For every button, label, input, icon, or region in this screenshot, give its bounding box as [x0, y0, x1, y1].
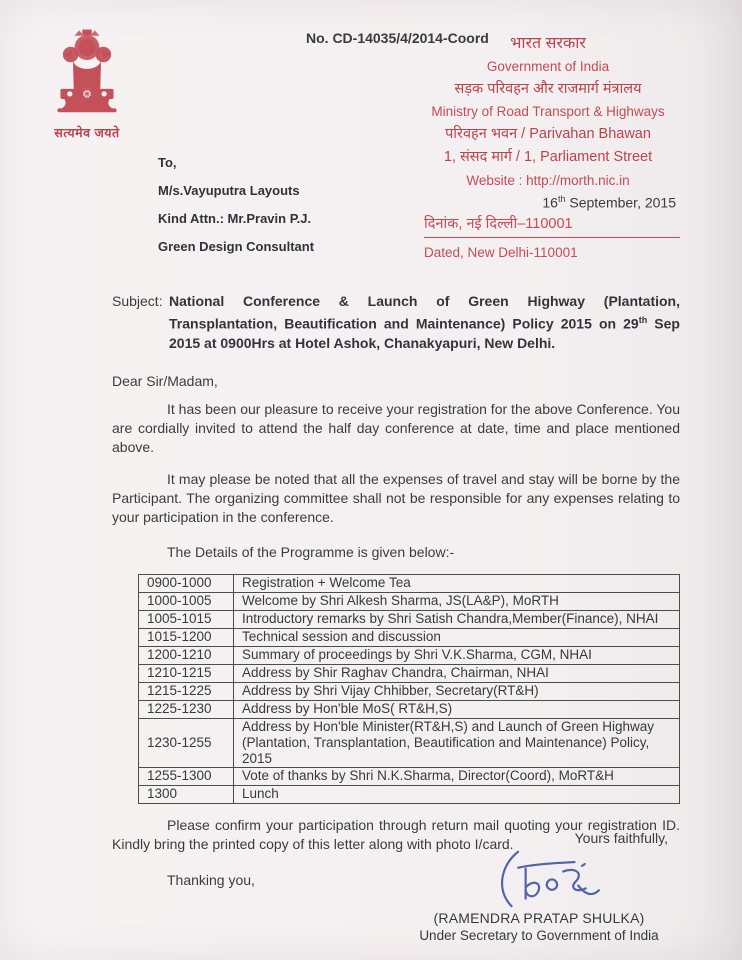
time-cell: 1300	[139, 785, 234, 803]
item-cell: Lunch	[234, 785, 680, 803]
item-cell: Registration + Welcome Tea	[234, 574, 680, 592]
table-row	[139, 664, 680, 682]
letterhead-building: परिवहन भवन / Parivahan Bhawan	[445, 126, 651, 142]
time-cell: 1210-1215	[139, 664, 234, 682]
subject-block	[112, 292, 680, 353]
addressee-role: Green Design Consultant	[158, 239, 315, 254]
subject-text: National Conference & Launch of Green Highway (Plantation, Transplantation, Beautification and Maintenance) Policy 2015 on 29th Sep 2015 at 0900Hrs at Hotel Ashok, Chanakyapuri, New Delhi.	[169, 293, 680, 351]
national-emblem	[44, 26, 130, 141]
time-cell: 1015-1200	[139, 628, 234, 646]
addressee-to: To,	[158, 155, 177, 170]
table-row	[139, 592, 680, 610]
handwritten-signature-icon	[476, 848, 680, 910]
table-row	[139, 682, 680, 700]
body-paragraph-2: It may please be noted that all the expenses of travel and stay will be borne by the Participant. The organizing committee shall not be responsible for any expenses relating to your participation in the conference.	[112, 470, 680, 525]
item-cell: Vote of thanks by Shri N.K.Sharma, Director(Coord), MoRT&H	[234, 767, 680, 785]
date-english: Dated, New Delhi-110001	[424, 244, 578, 260]
letterhead	[402, 32, 694, 192]
body-paragraph-1: It has been our pleasure to receive your registration for the above Conference. You are cordially invited to attend the half day conference at date, time and place mentioned above.	[112, 400, 680, 455]
closing-paragraph: Please confirm your participation through return mail quoting your registration ID. Kindly bring the printed copy of this letter along with photo I/card.	[112, 816, 680, 852]
table-row	[139, 700, 680, 718]
letterhead-govt-english: Government of India	[486, 59, 610, 74]
item-cell: Address by Shri Vijay Chhibber, Secretary(RT&H)	[234, 682, 680, 700]
addressee-attention: Kind Attn.: Mr.Pravin P.J.	[158, 211, 312, 226]
table-row	[139, 718, 680, 767]
table-row	[139, 574, 680, 592]
reference-number: No. CD-14035/4/2014-Coord	[306, 30, 489, 46]
item-cell: Welcome by Shri Alkesh Sharma, JS(LA&P), MoRTH	[234, 592, 680, 610]
time-cell: 1225-1230	[139, 700, 234, 718]
letterhead-govt-hindi: भारत सरकार	[510, 35, 586, 52]
letterhead-street: 1, संसद मार्ग / 1, Parliament Street	[443, 149, 653, 165]
letterhead-website: Website : http://morth.nic.in	[466, 173, 630, 188]
time-cell: 1005-1015	[139, 610, 234, 628]
time-cell: 0900-1000	[139, 574, 234, 592]
item-cell: Address by Hon'ble Minister(RT&H,S) and Launch of Green Highway (Plantation, Transplantation, Beautification and Maintenance) Policy, 2015	[234, 718, 680, 767]
table-row	[139, 767, 680, 785]
table-row	[139, 628, 680, 646]
item-cell: Address by Shir Raghav Chandra, Chairman, NHAI	[234, 664, 680, 682]
time-cell: 1230-1255	[139, 718, 234, 767]
item-cell: Introductory remarks by Shri Satish Chandra,Member(Finance), NHAI	[234, 610, 680, 628]
date-line: 16th September, 2015	[542, 194, 676, 211]
time-cell: 1215-1225	[139, 682, 234, 700]
time-cell: 1200-1210	[139, 646, 234, 664]
subject-label: Subject:	[112, 293, 163, 309]
programme-table	[138, 574, 680, 804]
date-hindi: दिनांक, नई दिल्ली–110001	[424, 213, 680, 238]
salutation: Dear Sir/Madam,	[112, 372, 218, 389]
addressee-block	[158, 156, 314, 268]
item-cell: Summary of proceedings by Shri V.K.Sharma, CGM, NHAI	[234, 646, 680, 664]
closing-block	[398, 830, 680, 943]
table-row	[139, 785, 680, 803]
time-cell: 1000-1005	[139, 592, 234, 610]
letterhead-ministry-hindi: सड़क परिवहन और राजमार्ग मंत्रालय	[454, 81, 642, 97]
addressee-company: M/s.Vayuputra Layouts	[158, 183, 300, 198]
signatory-title: Under Secretary to Government of India	[419, 928, 659, 943]
programme-intro: The Details of the Programme is given below:-	[167, 543, 455, 560]
letterhead-ministry-english: Ministry of Road Transport & Highways	[431, 104, 665, 119]
date-block	[424, 194, 680, 260]
item-cell: Address by Hon'ble MoS( RT&H,S)	[234, 700, 680, 718]
time-cell: 1255-1300	[139, 767, 234, 785]
valediction: Yours faithfully,	[574, 830, 668, 846]
national-emblem-icon	[44, 26, 130, 122]
emblem-caption: सत्यमेव जयते	[54, 126, 120, 140]
item-cell: Technical session and discussion	[234, 628, 680, 646]
thanking-line: Thanking you,	[167, 871, 255, 888]
signatory-name: (RAMENDRA PRATAP SHULKA)	[433, 910, 645, 926]
table-row	[139, 610, 680, 628]
table-row	[139, 646, 680, 664]
